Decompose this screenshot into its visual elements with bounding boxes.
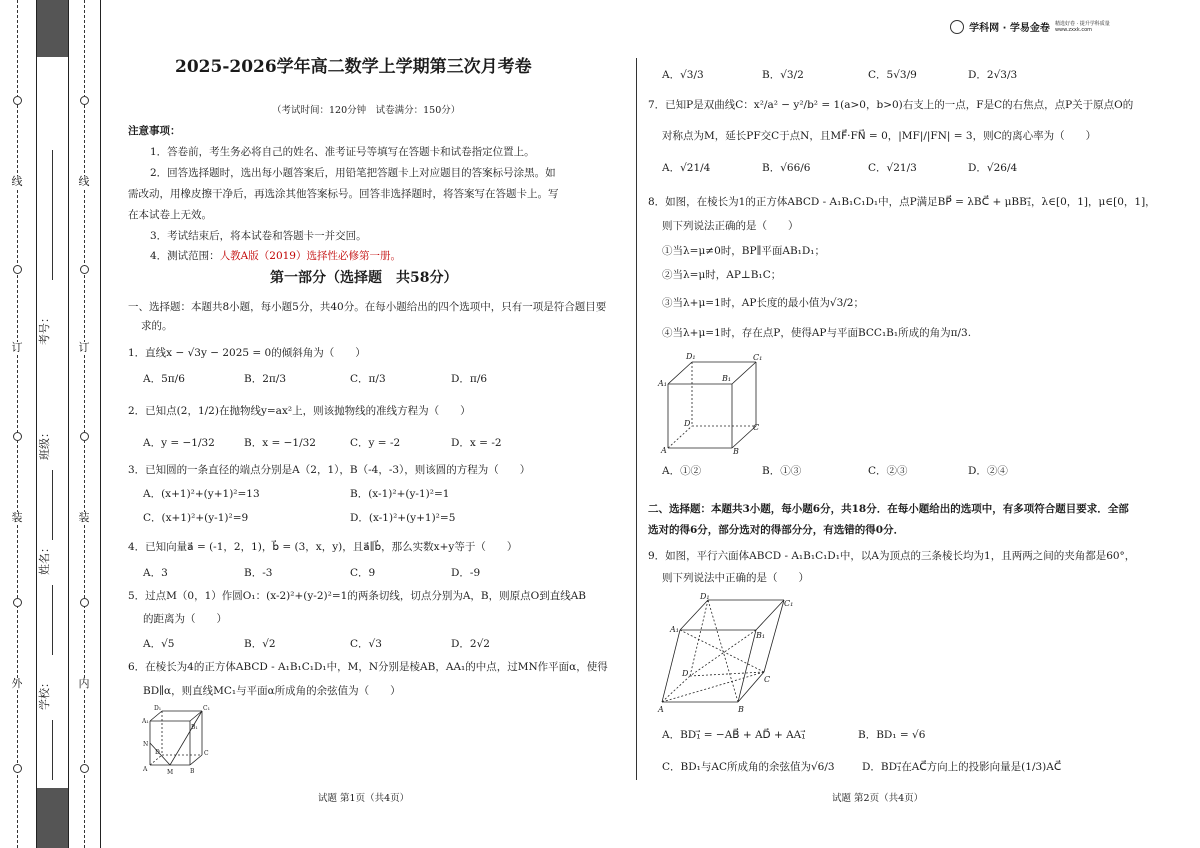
binding-gray-bar-bottom	[36, 788, 68, 848]
section1-heading: 求的。	[141, 320, 173, 332]
svg-text:C: C	[204, 750, 209, 757]
field-name-label: 姓名：	[38, 542, 51, 575]
binding-border-right	[68, 0, 69, 848]
section2-heading: 二、选择题：本题共3小题，每小题6分，共18分．在每小题给出的选项中，有多项符合题目要求．全部	[648, 503, 1129, 515]
svg-text:A₁: A₁	[142, 718, 149, 725]
q8-statement: ①当λ=μ≠0时，BP∥平面AB₁D₁；	[662, 245, 826, 257]
field-school-label: 学校：	[38, 677, 51, 710]
svg-text:D: D	[155, 749, 160, 756]
svg-text:B: B	[738, 705, 744, 714]
section2-heading: 选对的得6分，部分选对的得部分分，有选错的得0分．	[648, 524, 905, 536]
binding-hole-icon	[80, 764, 89, 773]
q6-option: D．2√3/3	[968, 69, 1018, 81]
column-divider	[636, 58, 637, 780]
note-line: 1．答卷前，考生务必将自己的姓名、准考证号等填写在答题卡和试卷指定位置上。	[150, 146, 535, 158]
q9-option: A．BD₁⃗ = −AB⃗ + AD⃗ + AA₁⃗	[662, 729, 806, 741]
q9-parallelepiped-figure	[656, 590, 806, 716]
field-id-label: 考号：	[38, 312, 51, 345]
question-5-stem: 5．过点M（0，1）作圆O₁：(x-2)²+(y-2)²=1的两条切线，切点分别为A，B，则原点O到直线AB	[128, 590, 587, 602]
outer-mark: 装	[11, 511, 23, 524]
field-id-line[interactable]	[52, 150, 53, 280]
q1-option: D．π/6	[451, 373, 488, 385]
question-1-stem: 1．直线x − √3y − 2025 = 0的倾斜角为（ ）	[128, 347, 366, 359]
footer-right: 试题 第2页（共4页）	[832, 793, 924, 804]
q8-statement: ③当λ+μ=1时，AP长度的最小值为√3/2；	[662, 297, 864, 309]
question-8-stem: 则下列说法正确的是（ ）	[662, 220, 799, 232]
q7-option: B．√66/6	[762, 162, 811, 174]
page-title: 2025-2026学年高二数学上学期第三次月考卷	[175, 57, 532, 77]
svg-text:C: C	[764, 675, 771, 684]
question-8-stem: 8．如图，在棱长为1的正方体ABCD - A₁B₁C₁D₁中，点P满足BP⃗ = λBC⃗ + μBB₁⃗，λ∈[0，1]，μ∈[0，1]，	[648, 196, 1156, 208]
svg-text:B₁: B₁	[191, 724, 198, 731]
q6-option: A．√3/3	[662, 69, 704, 81]
svg-text:D₁: D₁	[700, 592, 710, 601]
inner-mark: 内	[78, 677, 90, 690]
outer-mark: 线	[11, 175, 23, 188]
svg-text:D₁: D₁	[154, 705, 162, 712]
inner-mark: 装	[78, 511, 90, 524]
binding-hole-icon	[80, 96, 89, 105]
svg-text:D: D	[684, 419, 691, 428]
note-line: 需改动，用橡皮擦干净后，再选涂其他答案标号。回答非选择题时，将答案写在答题卡上。写	[128, 188, 559, 200]
svg-text:A₁: A₁	[658, 379, 667, 388]
cut-line-inner	[84, 0, 85, 848]
question-9-stem: 则下列说法中正确的是（ ）	[662, 572, 809, 584]
svg-text:A: A	[661, 446, 667, 455]
field-name-line[interactable]	[52, 585, 53, 655]
q3-option: A．(x+1)²+(y+1)²=13	[143, 488, 260, 500]
brand-sub: 精选好卷 · 提升学科质量 www.zxxk.com	[1054, 20, 1110, 33]
svg-text:B: B	[190, 768, 195, 775]
q2-option: C．y = -2	[350, 437, 401, 449]
binding-hole-icon	[13, 96, 22, 105]
exam-info: （考试时间：120分钟 试卷满分：150分）	[272, 105, 461, 116]
q8-option: A．①②	[662, 465, 702, 477]
q8-statement: ④当λ+μ=1时，存在点P，使得AP与平面BCC₁B₁所成的角为π/3.	[662, 327, 972, 339]
inner-mark: 线	[78, 175, 90, 188]
q5-option: A．√5	[143, 638, 175, 650]
inner-mark: 订	[78, 341, 90, 354]
question-5-stem: 的距离为（ ）	[143, 613, 227, 625]
q1-option: A．5π/6	[143, 373, 185, 385]
q9-option: C．BD₁与AC所成角的余弦值为√6/3	[662, 761, 835, 773]
q7-option: D．√26/4	[968, 162, 1018, 174]
field-class-line[interactable]	[52, 470, 53, 540]
cut-line-outer	[17, 0, 18, 848]
svg-text:A₁: A₁	[670, 625, 679, 634]
q8-option: C．②③	[868, 465, 908, 477]
brand-name: 学科网 · 学易金卷	[969, 23, 1050, 34]
svg-text:B₁: B₁	[756, 631, 766, 640]
q8-cube-figure	[656, 350, 766, 456]
q3-option: C．(x+1)²+(y-1)²=9	[143, 512, 249, 524]
svg-text:N: N	[143, 741, 149, 748]
q6-option: B．√3/2	[762, 69, 804, 81]
brand-icon	[950, 20, 964, 34]
q3-option: D．(x-1)²+(y+1)²=5	[350, 512, 456, 524]
question-2-stem: 2．已知点(2，1/2)在抛物线y=ax²上，则该抛物线的准线方程为（ ）	[128, 405, 471, 417]
binding-hole-icon	[80, 432, 89, 441]
notes-heading: 注意事项：	[128, 125, 181, 137]
q5-option: B．√2	[244, 638, 276, 650]
q7-option: A．√21/4	[662, 162, 711, 174]
svg-text:A: A	[658, 705, 664, 714]
q8-option: B．①③	[762, 465, 802, 477]
binding-hole-icon	[13, 432, 22, 441]
svg-text:C₁: C₁	[784, 599, 794, 608]
outer-mark: 订	[11, 341, 23, 354]
note-line: 在本试卷上无效。	[128, 209, 212, 221]
footer-left: 试题 第1页（共4页）	[318, 793, 410, 804]
outer-mark: 外	[11, 677, 23, 690]
q9-option: D．BD₁⃗在AC⃗方向上的投影向量是(1/3)AC⃗	[862, 761, 1062, 773]
svg-text:C: C	[753, 423, 760, 432]
binding-hole-icon	[13, 764, 22, 773]
q8-statement: ②当λ=μ时，AP⊥B₁C；	[662, 269, 782, 281]
svg-text:C₁: C₁	[753, 353, 763, 362]
svg-text:A: A	[143, 766, 148, 773]
binding-hole-icon	[13, 598, 22, 607]
q2-option: B．x = −1/32	[244, 437, 316, 449]
q4-option: C．9	[350, 567, 376, 579]
note-line: 2．回答选择题时，选出每小题答案后，用铅笔把答题卡上对应题目的答案标号涂黑。如	[150, 167, 556, 179]
test-range: 人教A版（2019）选择性必修第一册。	[219, 250, 401, 262]
q4-option: A．3	[143, 567, 168, 579]
q6-option: C．5√3/9	[868, 69, 917, 81]
svg-text:C₁: C₁	[203, 705, 210, 712]
q5-option: C．√3	[350, 638, 382, 650]
binding-hole-icon	[80, 265, 89, 274]
question-6-stem: BD∥α，则直线MC₁与平面α所成角的余弦值为（ ）	[143, 685, 401, 697]
svg-text:B₁: B₁	[722, 374, 732, 383]
q3-option: B．(x-1)²+(y-1)²=1	[350, 488, 450, 500]
svg-text:B: B	[733, 447, 739, 456]
brand-logo	[950, 16, 1110, 35]
strip-right-border	[100, 0, 101, 848]
q6-cube-figure	[140, 703, 220, 778]
note-line: 4．测试范围：人教A版（2019）选择性必修第一册。	[150, 250, 401, 262]
q2-option: A．y = −1/32	[143, 437, 215, 449]
q1-option: C．π/3	[350, 373, 386, 385]
q8-option: D．②④	[968, 465, 1008, 477]
question-9-stem: 9．如图，平行六面体ABCD - A₁B₁C₁D₁中，以A为顶点的三条棱长均为1，且两两之间的夹角都是60°，	[648, 550, 1136, 562]
part1-title: 第一部分（选择题 共58分）	[270, 270, 458, 286]
q4-option: D．-9	[451, 567, 481, 579]
q1-option: B．2π/3	[244, 373, 287, 385]
q9-option: B．BD₁ = √6	[858, 729, 926, 741]
binding-gray-bar-top	[36, 0, 68, 57]
q7-option: C．√21/3	[868, 162, 917, 174]
svg-text:M: M	[167, 769, 174, 776]
question-3-stem: 3．已知圆的一条直径的端点分别是A（2，1），B（-4，-3），则该圆的方程为（ ）	[128, 464, 531, 476]
question-7-stem: 对称点为M，延长PF交C于点N，且MF⃗·FN⃗ = 0，|MF|/|FN| = 3，则C的离心率为（ ）	[662, 130, 1097, 142]
q5-option: D．2√2	[451, 638, 490, 650]
field-class-label: 班级：	[38, 427, 51, 460]
svg-text:D₁: D₁	[686, 352, 696, 361]
note-line: 3．考试结束后，将本试卷和答题卡一并交回。	[150, 230, 367, 242]
question-6-stem: 6．在棱长为4的正方体ABCD - A₁B₁C₁D₁中，M，N分别是棱AB，AA₁的中点，过MN作平面α，使得	[128, 661, 608, 673]
binding-hole-icon	[13, 265, 22, 274]
section1-heading: 一、选择题：本题共8小题，每小题5分，共40分。在每小题给出的四个选项中，只有一项是符合题目要	[128, 301, 607, 313]
question-4-stem: 4．已知向量a⃗ = (-1，2，1)，b⃗ = (3，x，y)，且a⃗∥b⃗，那么实数x+y等于（ ）	[128, 541, 518, 553]
field-school-line[interactable]	[52, 720, 53, 780]
svg-text:D: D	[682, 669, 689, 678]
question-7-stem: 7．已知P是双曲线C：x²/a² − y²/b² = 1(a>0，b>0)右支上的一点，F是C的右焦点，点P关于原点O的	[648, 99, 1134, 111]
binding-hole-icon	[80, 598, 89, 607]
q4-option: B．-3	[244, 567, 273, 579]
q2-option: D．x = -2	[451, 437, 502, 449]
